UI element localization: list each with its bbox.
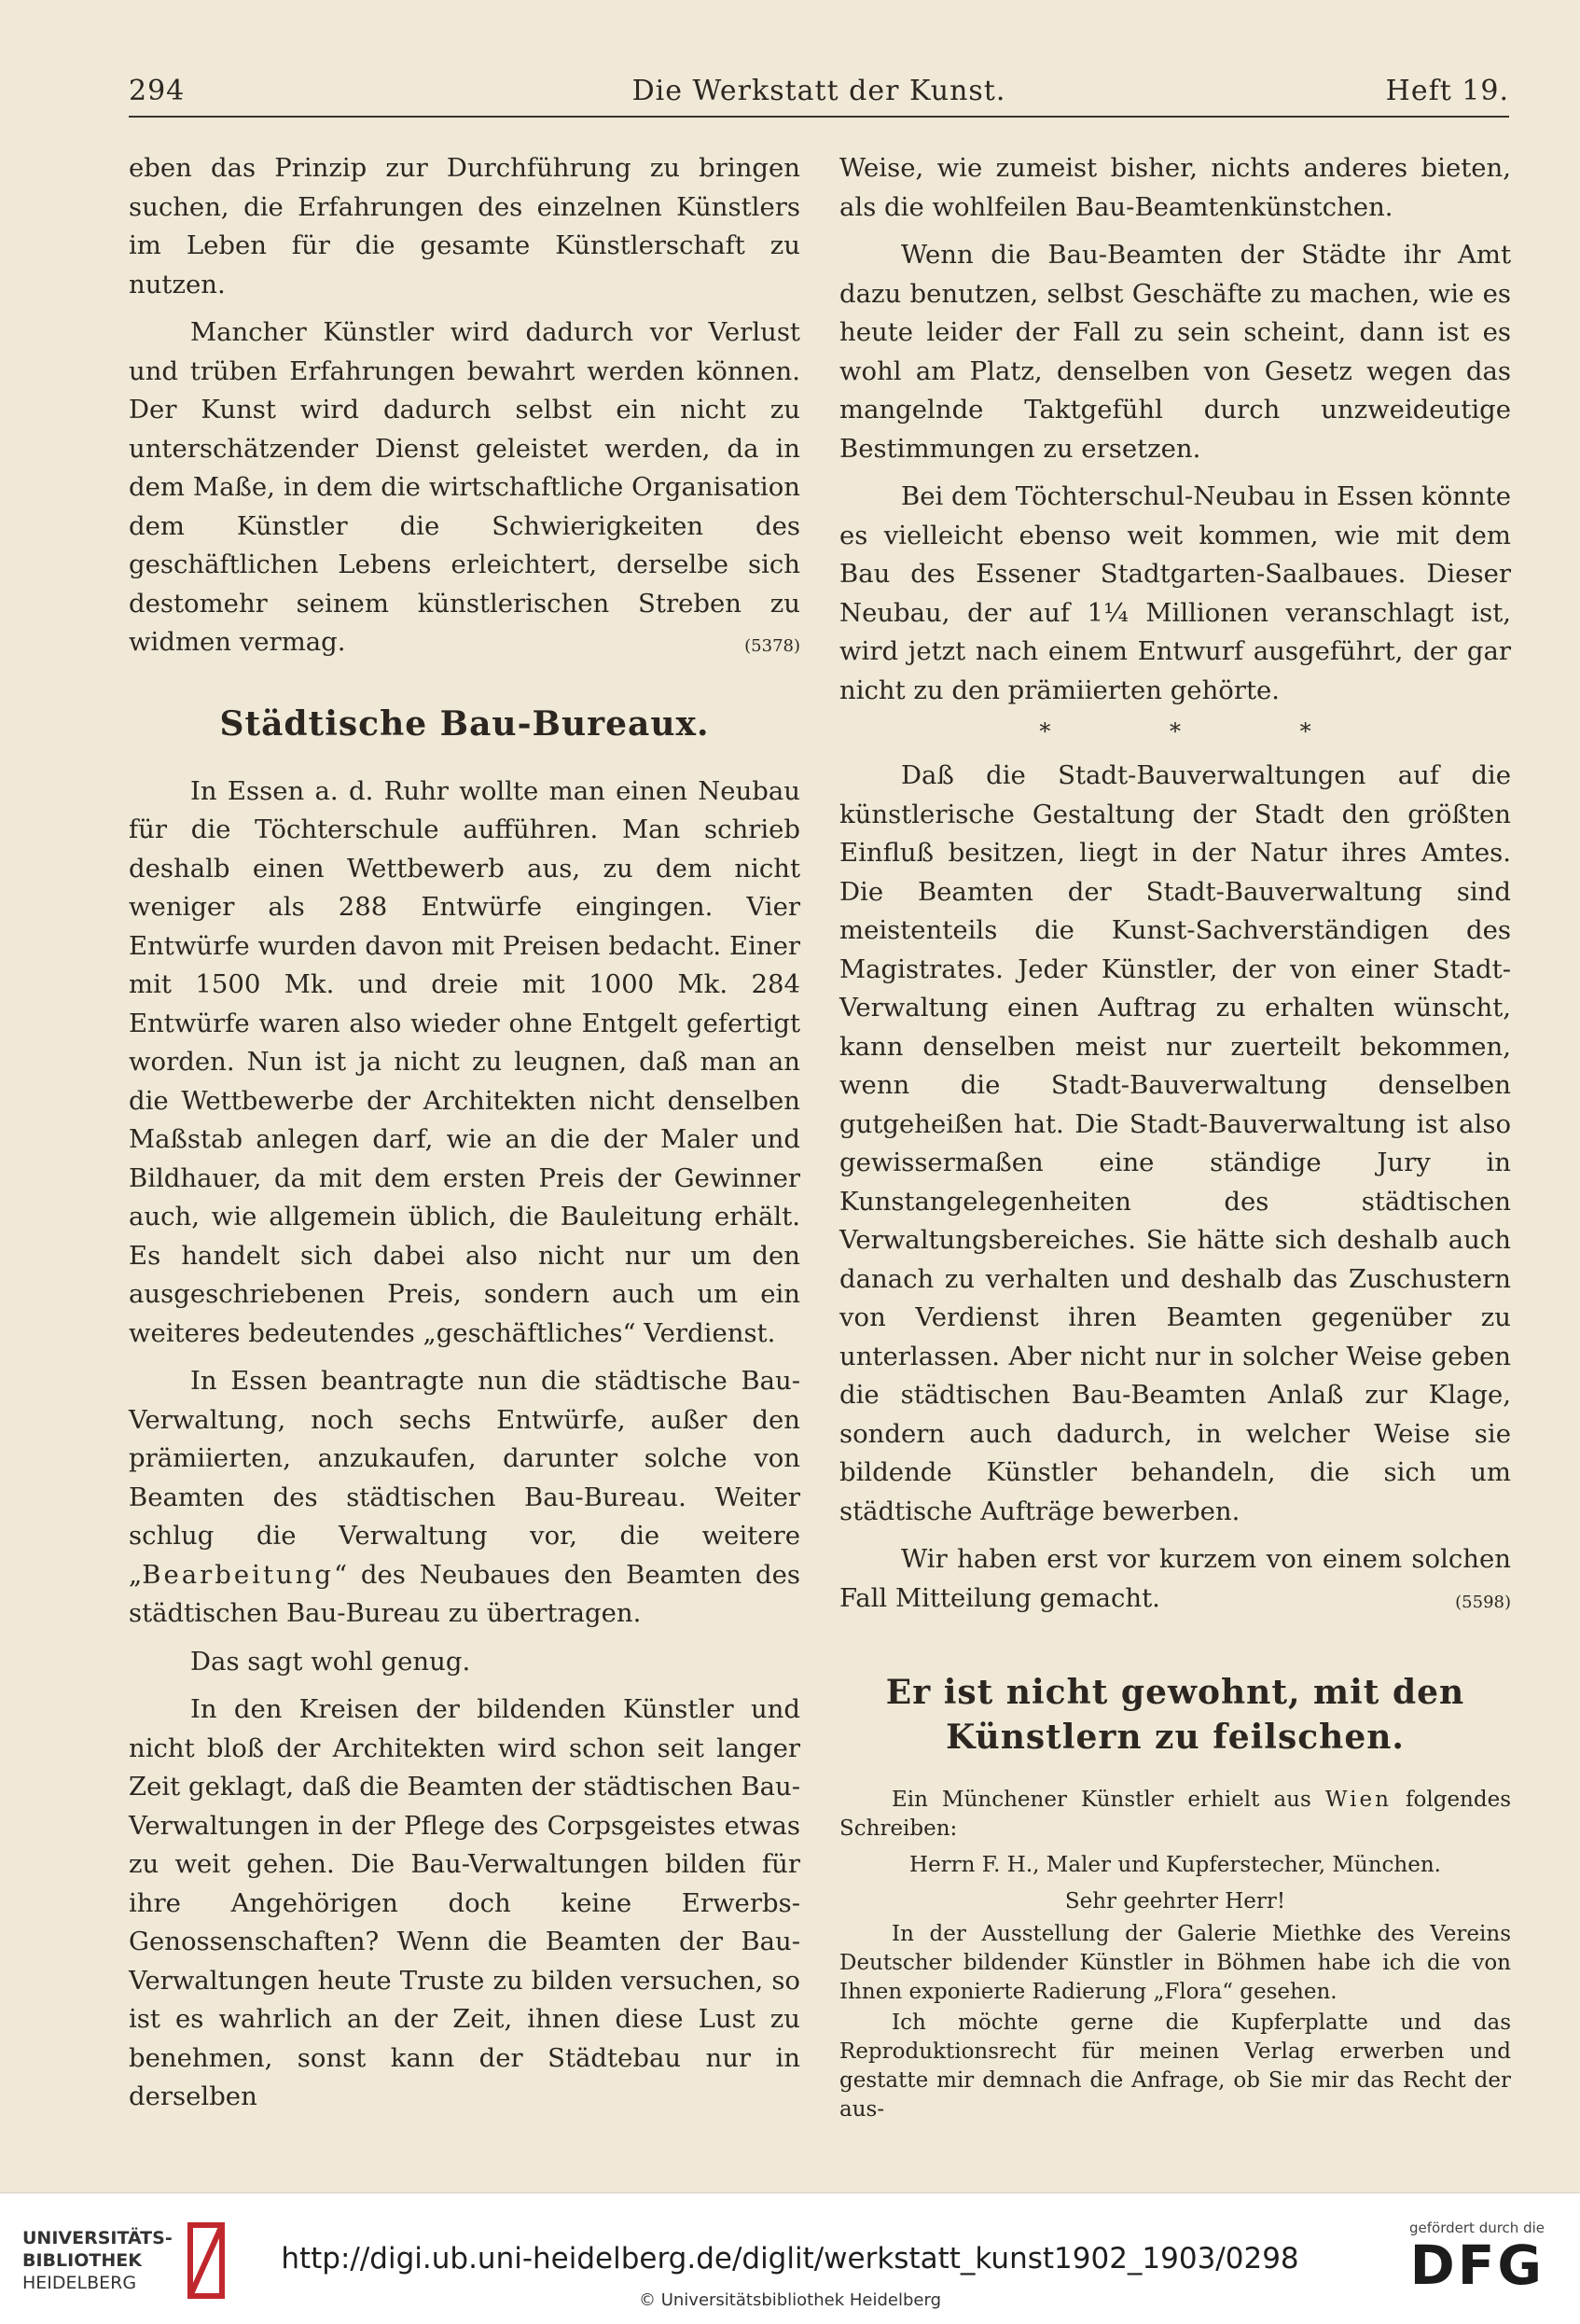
permalink-url[interactable]: http://digi.ub.uni-heidelberg.de/diglit/werkstatt_kunst1902_1903/0298 bbox=[281, 2242, 1299, 2275]
header-rule bbox=[129, 116, 1509, 118]
divider-star: * bbox=[1299, 718, 1311, 745]
section-divider bbox=[839, 718, 1511, 745]
paragraph: Mancher Künstler wird dadurch vor Verlust und trüben Erfahrungen bewahrt werden können. Der Kunst wird dadurch selbst ein nicht zu unterschätzender Dienst geleistet werden, da in dem Maße, in dem die wirtschaftliche Organisation dem Künstler die Schwierigkeiten des geschäftlichen Lebens erleichtert, derselbe sich destomehr seinem künstlerischen Streben zu widmen vermag. (5378) bbox=[129, 313, 800, 662]
page-header bbox=[129, 69, 1509, 118]
paragraph: Das sagt wohl genug. bbox=[190, 1646, 471, 1677]
letter-intro: Ein Münchener Künstler erhielt aus Wien folgendes Schreiben: bbox=[839, 1788, 1512, 1841]
library-name: UNIVERSITÄTS- BIBLIOTHEK HEIDELBERG bbox=[22, 2228, 173, 2293]
paragraph: Weise, wie zumeist bisher, nichts anderes bieten, als die wohlfeilen Bau-Beamtenkünstchen. bbox=[839, 153, 1511, 222]
letter-block bbox=[839, 1786, 1511, 2124]
paragraph: Bei dem Töchterschul-Neubau in Essen könnte es vielleicht ebenso weit kommen, wie mit dem Bau des Essener Stadtgarten-Saalbaues. Dieser Neubau, der auf 1¼ Millionen veranschlagt ist, wird jetzt nach einem Entwurf ausgeführt, der gar nicht zu den prämiierten gehörte. bbox=[839, 481, 1511, 705]
paragraph: eben das Prinzip zur Durchführung zu bringen suchen, die Erfahrungen des einzelnen Künstlers im Leben für die gesamte Künstlerschaft zu nutzen. bbox=[129, 153, 800, 299]
reference-number: (5378) bbox=[744, 636, 800, 656]
paragraph: Daß die Stadt-Bauverwaltungen auf die künstlerische Gestaltung der Stadt den größten Einfluß besitzen, liegt in der Natur ihres Amtes. Die Beamten der Stadt-Bauverwaltung sind meistenteils die Kunst-Sachverständigen des Magistrates. Jeder Künstler, der von einer Stadt-Verwaltung einen Auftrag zu erhalten wünscht, kann denselben meist nur zuerteilt bekommen, wenn die Stadt-Bauverwaltung denselben gutgeheißen hat. Die Stadt-Bauverwaltung ist also gewissermaßen eine ständige Jury in Kunstangelegenheiten des städtischen Verwaltungsbereiches. Sie hätte sich deshalb auch danach zu verhalten und deshalb das Zuschustern von Verdienst ihren Beamten gegenüber zu unterlassen. Aber nicht nur in solcher Weise geben die städtischen Bau-Beamten Anlaß zur Klage, sondern auch dadurch, in welcher Weise sie bildende Künstler behandeln, die sich um städtische Aufträge bewerben. bbox=[839, 760, 1511, 1526]
paragraph: Wir haben erst vor kurzem von einem solchen Fall Mitteilung gemacht. (5598) bbox=[839, 1540, 1511, 1618]
letter-paragraph: Ich möchte gerne die Kupferplatte und das Reproduktionsrecht für meinen Verlag erwerben und gestatte mir demnach die Anfrage, ob Sie mir das Recht der aus- bbox=[839, 2011, 1511, 2122]
letter-address: Herrn F. H., Maler und Kupferstecher, München. bbox=[909, 1853, 1441, 1877]
article-heading: Städtische Bau-Bureaux. bbox=[219, 703, 710, 744]
letter-salutation: Sehr geehrter Herr! bbox=[1064, 1889, 1286, 1913]
dfg-logo: DFG bbox=[1409, 2234, 1545, 2297]
letter-paragraph: In der Ausstellung der Galerie Miethke des Vereins Deutscher bildender Künstler in Böhmen habe ich die von Ihnen exponierte Radierung „Flora“ gesehen. bbox=[839, 1922, 1511, 2004]
digitization-footer bbox=[0, 2192, 1580, 2324]
paragraph: In Essen beantragte nun die städtische Bau-Verwaltung, noch sechs Entwürfe, außer den prämiierten, anzukaufen, darunter solche von Beamten des städtischen Bau-Bureau. Weiter schlug die Verwaltung vor, die weitere „Bearbeitung“ des Neubaues den Beamten des städtischen Bau-Bureau zu übertragen. bbox=[129, 1366, 800, 1628]
running-title: Die Werkstatt der Kunst. bbox=[631, 75, 1006, 107]
issue-number: Heft 19. bbox=[1385, 75, 1509, 107]
divider-star: * bbox=[1170, 718, 1181, 745]
funder-block[interactable] bbox=[1395, 2220, 1545, 2313]
paragraph: Wenn die Bau-Beamten der Städte ihr Amt dazu benutzen, selbst Geschäfte zu machen, wie es heute leider der Fall zu sein scheint, dann ist es wohl am Platz, denselben von Gesetz wegen das mangelnde Taktgefühl durch unzweideutige Bestimmungen zu ersetzen. bbox=[839, 240, 1511, 464]
article-heading: Er ist nicht gewohnt, mit den Künstlern zu feilschen. bbox=[885, 1673, 1465, 1757]
emphasis-spaced: Bearbeitung bbox=[142, 1559, 335, 1590]
divider-star: * bbox=[1039, 718, 1051, 745]
copyright-notice: © Universitätsbibliothek Heidelberg bbox=[638, 2290, 941, 2310]
funding-note: gefördert durch die bbox=[1409, 2220, 1545, 2236]
reference-number: (5598) bbox=[1455, 1592, 1511, 1612]
paragraph: In den Kreisen der bildenden Künstler und nicht bloß der Architekten wird schon seit langer Zeit geklagt, daß die Beamten der städtischen Bau-Verwaltungen in der Pflege des Corpsgeistes etwas zu weit gehen. Die Bau-Verwaltungen bilden für ihre Angehörigen doch keine Erwerbs-Genossenschaften? Wenn die Beamten der Bau-Verwaltungen heute Truste zu bilden versuchen, so ist es wahrlich an der Zeit, ihnen diese Lust zu benehmen, sonst kann der Städtebau nur in derselben bbox=[129, 1694, 800, 2111]
right-column bbox=[839, 149, 1511, 2126]
paragraph: In Essen a. d. Ruhr wollte man einen Neubau für die Töchterschule aufführen. Man schrieb deshalb einen Wettbewerb aus, zu dem nicht weniger als 288 Entwürfe eingingen. Vier Entwürfe wurden davon mit Preisen bedacht. Einer mit 1500 Mk. und dreie mit 1000 Mk. 284 Entwürfe waren also wieder ohne Entgelt gefertigt worden. Nun ist ja nicht zu leugnen, daß man an die Wettbewerbe der Architekten nicht denselben Maßstab anlegen darf, wie an die der Maler und Bildhauer, da mit dem ersten Preis der Gewinner auch, wie allgemein üblich, die Bauleitung erhält. Es handelt sich dabei also nicht nur um den ausgeschriebenen Preis, sondern auch um ein weiteres bedeutendes „geschäftliches“ Verdienst. bbox=[129, 775, 800, 1348]
left-column bbox=[129, 149, 800, 2126]
page-number: 294 bbox=[129, 75, 186, 107]
